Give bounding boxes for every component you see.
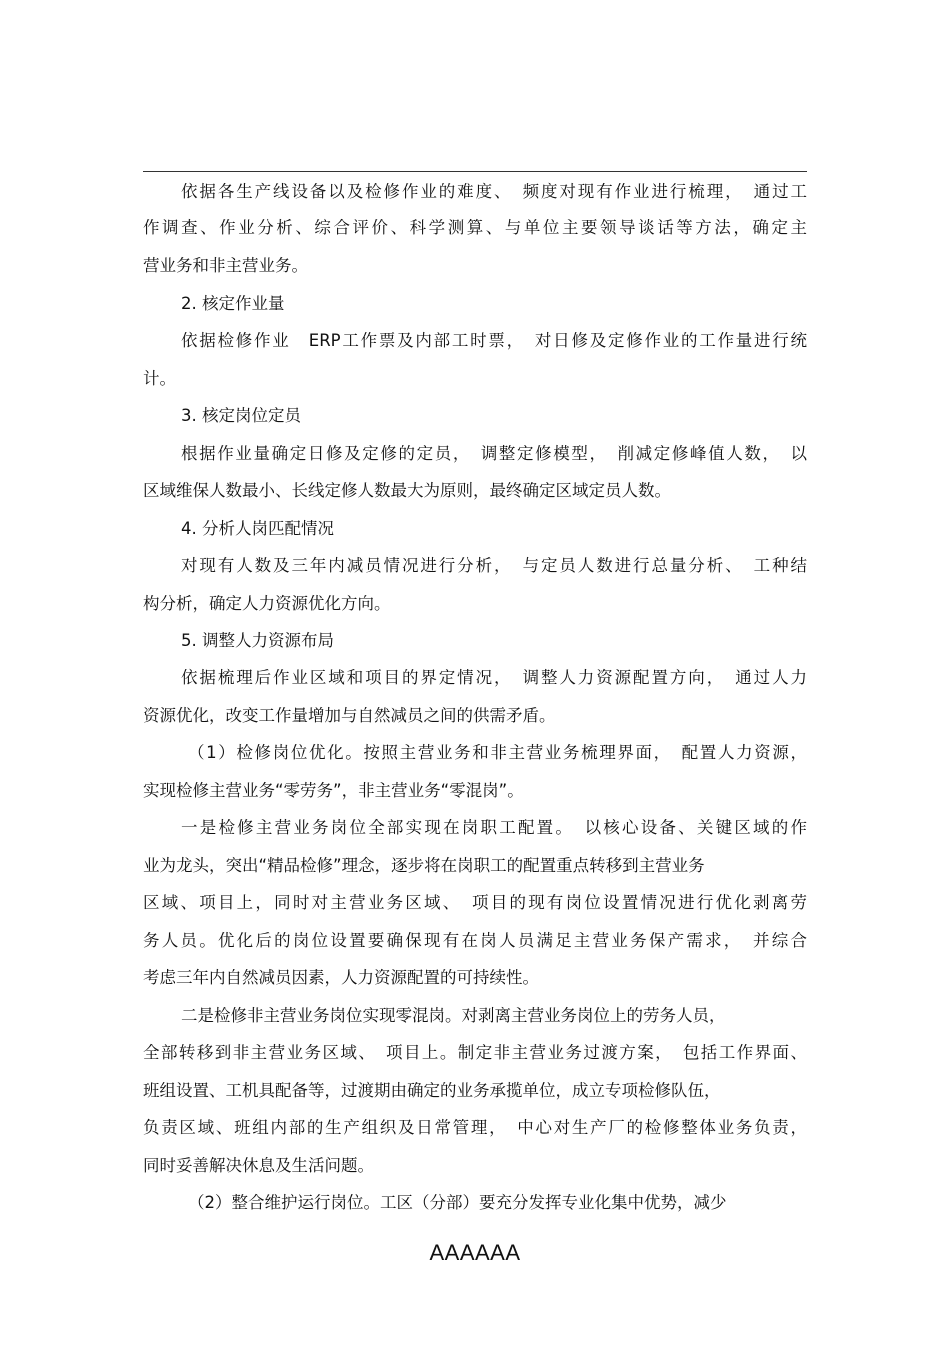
body-line: 作调查、作业分析、综合评价、科学测算、与单位主要领导谈话等方法，确定主 [143, 218, 807, 237]
body-line: 依据各生产线设备以及检修作业的难度、 频度对现有作业进行梳理， 通过工 [181, 182, 807, 201]
body-line: 区域、项目上，同时对主营业务区域、 项目的现有岗位设置情况进行优化剥离劳 [143, 893, 807, 912]
page-footer: AAAAAA [429, 1240, 521, 1265]
body-line: 班组设置、工机具配备等，过渡期由确定的业务承揽单位，成立专项检修队伍， [143, 1081, 721, 1100]
body-line: 区域维保人数最小、长线定修人数最大为原则，最终确定区域定员人数。 [143, 481, 671, 500]
body-line: 一是检修主营业务岗位全部实现在岗职工配置。 以核心设备、关键区域的作 [181, 818, 807, 837]
body-line: 营业务和非主营业务。 [143, 256, 308, 275]
body-line: 考虑三年内自然减员因素，人力资源配置的可持续性。 [143, 968, 539, 987]
body-line: 全部转移到非主营业务区域、 项目上。制定非主营业务过渡方案， 包括工作界面、 [143, 1043, 807, 1062]
body-line: 依据梳理后作业区域和项目的界定情况， 调整人力资源配置方向， 通过人力 [181, 668, 807, 687]
body-line: 依据检修作业 ERP工作票及内部工时票， 对日修及定修作业的工作量进行统 [181, 331, 807, 350]
body-line: 资源优化，改变工作量增加与自然减员之间的供需矛盾。 [143, 706, 556, 725]
header-rule [143, 171, 807, 172]
body-line: 负责区域、班组内部的生产组织及日常管理， 中心对生产厂的检修整体业务负责， [143, 1118, 807, 1137]
body-line: （1）检修岗位优化。按照主营业务和非主营业务梳理界面， 配置人力资源， [188, 743, 807, 762]
body-line: 根据作业量确定日修及定修的定员， 调整定修模型， 削减定修峰值人数， 以 [181, 444, 807, 463]
body-line: 务人员。优化后的岗位设置要确保现有在岗人员满足主营业务保产需求， 并综合 [143, 931, 807, 950]
body-line: 同时妥善解决休息及生活问题。 [143, 1156, 374, 1175]
body-line: 对现有人数及三年内减员情况进行分析， 与定员人数进行总量分析、 工种结 [181, 556, 807, 575]
section-heading: 2. 核定作业量 [181, 294, 285, 313]
section-heading: 5. 调整人力资源布局 [181, 631, 334, 650]
body-line: （2）整合维护运行岗位。工区（分部）要充分发挥专业化集中优势，减少 [188, 1193, 727, 1212]
body-line: 构分析，确定人力资源优化方向。 [143, 594, 391, 613]
section-heading: 3. 核定岗位定员 [181, 406, 301, 425]
section-heading: 4. 分析人岗匹配情况 [181, 519, 334, 538]
body-line: 二是检修非主营业务岗位实现零混岗。对剥离主营业务岗位上的劳务人员， [181, 1006, 726, 1025]
body-line: 计。 [143, 369, 176, 388]
body-line: 实现检修主营业务“零劳务”，非主营业务“零混岗”。 [143, 781, 524, 800]
body-line: 业为龙头，突出“精品检修”理念，逐步将在岗职工的配置重点转移到主营业务 [143, 856, 705, 875]
